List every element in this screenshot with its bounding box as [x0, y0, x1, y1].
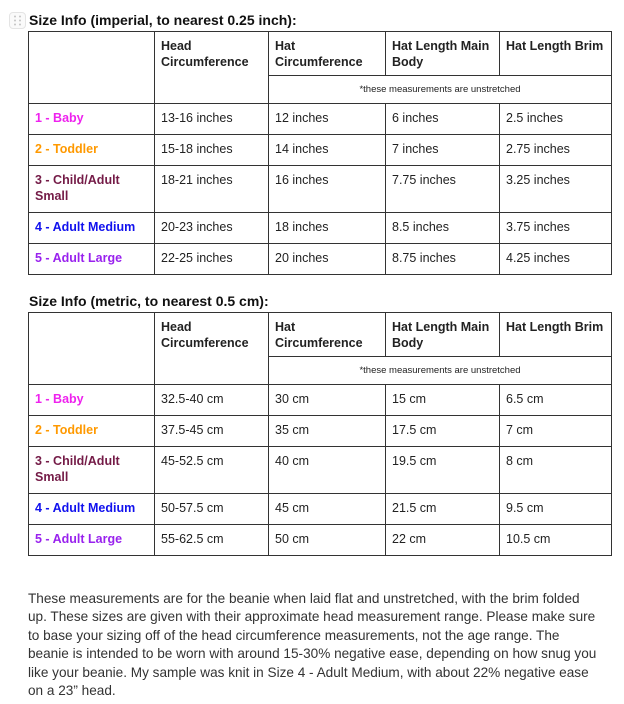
- head-circumference-cell: 15-18 inches: [155, 135, 269, 166]
- length-brim-cell: 2.75 inches: [500, 135, 612, 166]
- table-header-row: [29, 32, 612, 76]
- size-label: 3 - Child/Adult Small: [29, 166, 155, 213]
- table-row: [29, 447, 612, 494]
- metric-section-heading: Size Info (metric, to nearest 0.5 cm):: [29, 293, 269, 309]
- column-header-hat-length-brim: Hat Length Brim: [500, 32, 612, 76]
- hat-circumference-cell: 35 cm: [269, 416, 386, 447]
- size-label: 2 - Toddler: [29, 135, 155, 166]
- column-header-head-circumference: Head Circumference: [155, 313, 269, 385]
- length-brim-cell: 10.5 cm: [500, 525, 612, 556]
- length-main-body-cell: 19.5 cm: [386, 447, 500, 494]
- size-label: 2 - Toddler: [29, 416, 155, 447]
- drag-handle[interactable]: [9, 12, 26, 29]
- length-brim-cell: 3.25 inches: [500, 166, 612, 213]
- metric-size-table: [28, 312, 612, 556]
- head-circumference-cell: 37.5-45 cm: [155, 416, 269, 447]
- hat-circumference-cell: 50 cm: [269, 525, 386, 556]
- table-row: [29, 135, 612, 166]
- head-circumference-cell: 45-52.5 cm: [155, 447, 269, 494]
- length-main-body-cell: 6 inches: [386, 104, 500, 135]
- table-row: [29, 104, 612, 135]
- length-main-body-cell: 8.5 inches: [386, 213, 500, 244]
- size-label: 1 - Baby: [29, 104, 155, 135]
- size-label: 3 - Child/Adult Small: [29, 447, 155, 494]
- hat-circumference-cell: 30 cm: [269, 385, 386, 416]
- length-main-body-cell: 21.5 cm: [386, 494, 500, 525]
- unstretched-note: *these measurements are unstretched: [269, 76, 612, 104]
- length-main-body-cell: 17.5 cm: [386, 416, 500, 447]
- head-circumference-cell: 22-25 inches: [155, 244, 269, 275]
- unstretched-note: *these measurements are unstretched: [269, 357, 612, 385]
- table-row: [29, 385, 612, 416]
- length-main-body-cell: 8.75 inches: [386, 244, 500, 275]
- empty-corner-cell: [29, 32, 155, 104]
- length-main-body-cell: 15 cm: [386, 385, 500, 416]
- table-row: [29, 494, 612, 525]
- size-label: 4 - Adult Medium: [29, 494, 155, 525]
- length-brim-cell: 6.5 cm: [500, 385, 612, 416]
- head-circumference-cell: 55-62.5 cm: [155, 525, 269, 556]
- table-header-row: [29, 313, 612, 357]
- table-row: [29, 525, 612, 556]
- length-brim-cell: 9.5 cm: [500, 494, 612, 525]
- size-label: 1 - Baby: [29, 385, 155, 416]
- length-main-body-cell: 22 cm: [386, 525, 500, 556]
- column-header-hat-circumference: Hat Circumference: [269, 313, 386, 357]
- grip-dots-icon: [13, 15, 22, 26]
- length-brim-cell: 4.25 inches: [500, 244, 612, 275]
- length-brim-cell: 2.5 inches: [500, 104, 612, 135]
- length-main-body-cell: 7 inches: [386, 135, 500, 166]
- hat-circumference-cell: 45 cm: [269, 494, 386, 525]
- column-header-hat-length-main-body: Hat Length Main Body: [386, 313, 500, 357]
- size-label: 5 - Adult Large: [29, 525, 155, 556]
- imperial-section-heading: Size Info (imperial, to nearest 0.25 inch):: [29, 12, 297, 28]
- length-brim-cell: 8 cm: [500, 447, 612, 494]
- head-circumference-cell: 13-16 inches: [155, 104, 269, 135]
- head-circumference-cell: 18-21 inches: [155, 166, 269, 213]
- hat-circumference-cell: 14 inches: [269, 135, 386, 166]
- empty-corner-cell: [29, 313, 155, 385]
- head-circumference-cell: 20-23 inches: [155, 213, 269, 244]
- column-header-hat-circumference: Hat Circumference: [269, 32, 386, 76]
- table-row: [29, 244, 612, 275]
- sizing-notes-paragraph: These measurements are for the beanie when laid flat and unstretched, with the brim folded up. These sizes are given with their approximate head measurement range. Please make sure to base your sizing off of the head circumference measurements, not the age range. The beanie is intended to be worn with around 15-30% negative ease, depending on how snug you like your beanie. My sample was knit in Size 4 - Adult Medium, with about 22% negative ease on a 23” head.: [28, 590, 597, 699]
- head-circumference-cell: 50-57.5 cm: [155, 494, 269, 525]
- hat-circumference-cell: 20 inches: [269, 244, 386, 275]
- column-header-head-circumference: Head Circumference: [155, 32, 269, 104]
- hat-circumference-cell: 40 cm: [269, 447, 386, 494]
- hat-circumference-cell: 12 inches: [269, 104, 386, 135]
- size-label: 4 - Adult Medium: [29, 213, 155, 244]
- imperial-size-table: [28, 31, 612, 275]
- length-brim-cell: 7 cm: [500, 416, 612, 447]
- table-row: [29, 416, 612, 447]
- hat-circumference-cell: 16 inches: [269, 166, 386, 213]
- head-circumference-cell: 32.5-40 cm: [155, 385, 269, 416]
- table-row: [29, 166, 612, 213]
- table-row: [29, 213, 612, 244]
- column-header-hat-length-brim: Hat Length Brim: [500, 313, 612, 357]
- column-header-hat-length-main-body: Hat Length Main Body: [386, 32, 500, 76]
- hat-circumference-cell: 18 inches: [269, 213, 386, 244]
- length-brim-cell: 3.75 inches: [500, 213, 612, 244]
- size-label: 5 - Adult Large: [29, 244, 155, 275]
- length-main-body-cell: 7.75 inches: [386, 166, 500, 213]
